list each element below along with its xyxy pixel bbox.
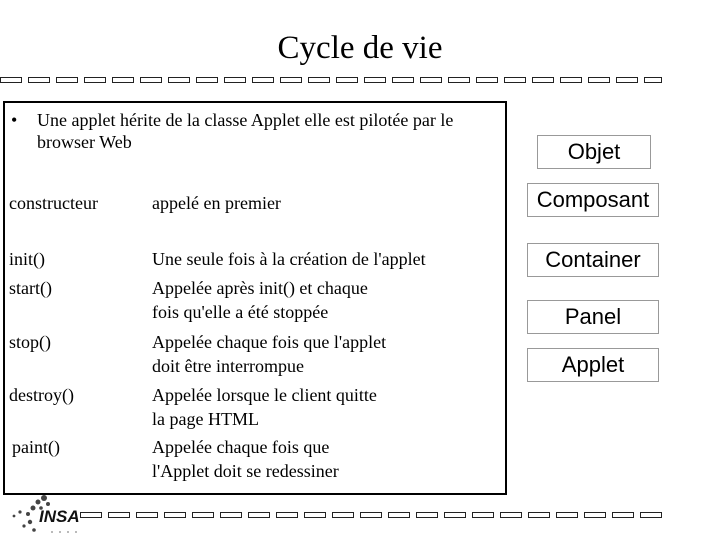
row-desc-destroy-line2: la page HTML [152,409,259,429]
divider-segment [56,77,78,83]
hierarchy-box-panel [527,300,659,334]
divider-segment [500,512,522,518]
hierarchy-label-objet: Objet [567,139,621,164]
divider-segment [28,77,50,83]
content-box [3,101,507,495]
divider-segment [560,77,582,83]
divider-segment [136,512,158,518]
divider-segment [588,77,610,83]
row-desc-paint-line1: Appelée chaque fois que [152,437,330,457]
divider-segment [220,512,242,518]
hierarchy-label-composant: Composant [536,187,650,212]
divider-segment [108,512,130,518]
divider-segment [364,77,386,83]
divider-segment [616,77,638,83]
divider-segment [584,512,606,518]
hierarchy-box-container [527,243,659,277]
divider-segment [388,512,410,518]
divider-segment [224,77,246,83]
divider-segment [0,77,22,83]
row-label-start: start() [9,278,52,298]
row-desc-paint-line2: l'Applet doit se redessiner [152,461,339,481]
hierarchy-box-objet [537,135,651,169]
bullet-item [11,109,501,153]
hierarchy-label-applet: Applet [561,352,625,377]
hierarchy-label-container: Container [545,247,641,272]
divider-segment [420,77,442,83]
divider-segment [308,77,330,83]
divider-segment [476,77,498,83]
row-desc-init: Une seule fois à la création de l'applet [152,249,426,269]
bullet-marker: • [11,110,18,130]
top-divider [0,77,662,83]
divider-segment [612,512,634,518]
row-desc-stop-line2: doit être interrompue [152,356,304,376]
row-desc-destroy-line1: Appelée lorsque le client quitte [152,385,377,405]
row-label-destroy: destroy() [9,385,74,405]
hierarchy-box-composant [527,183,659,217]
row-desc-start-line2: fois qu'elle a été stoppée [152,302,329,322]
divider-segment [164,512,186,518]
divider-segment [112,77,134,83]
row-label-paint: paint() [12,437,60,457]
divider-segment [336,77,358,83]
row-desc-constructeur: appelé en premier [152,193,281,213]
insa-logo [8,492,84,536]
divider-segment [276,512,298,518]
divider-segment [196,77,218,83]
divider-segment [528,512,550,518]
divider-segment [532,77,554,83]
divider-segment [448,77,470,83]
divider-segment [84,77,106,83]
row-label-init: init() [9,249,45,269]
hierarchy-box-applet [527,348,659,382]
divider-segment [504,77,526,83]
divider-segment [644,77,662,83]
divider-segment [360,512,382,518]
divider-segment [168,77,190,83]
bottom-divider [80,512,662,518]
divider-segment [640,512,662,518]
divider-segment [304,512,326,518]
row-desc-start-line1: Appelée après init() et chaque [152,278,368,298]
divider-segment [392,77,414,83]
row-label-stop: stop() [9,332,51,352]
divider-segment [248,512,270,518]
divider-segment [140,77,162,83]
slide-title: Cycle de vie [277,30,443,66]
row-desc-stop-line1: Appelée chaque fois que l'applet [152,332,387,352]
divider-segment [556,512,578,518]
divider-segment [444,512,466,518]
row-label-constructeur: constructeur [9,193,98,213]
divider-segment [332,512,354,518]
divider-segment [252,77,274,83]
divider-segment [280,77,302,83]
hierarchy-label-panel: Panel [564,304,622,329]
divider-segment [192,512,214,518]
bullet-text: Une applet hérite de la classe Applet elle est pilotée par le browser Web [37,110,454,152]
divider-segment [472,512,494,518]
divider-segment [416,512,438,518]
logo-text: INSA [39,507,80,526]
